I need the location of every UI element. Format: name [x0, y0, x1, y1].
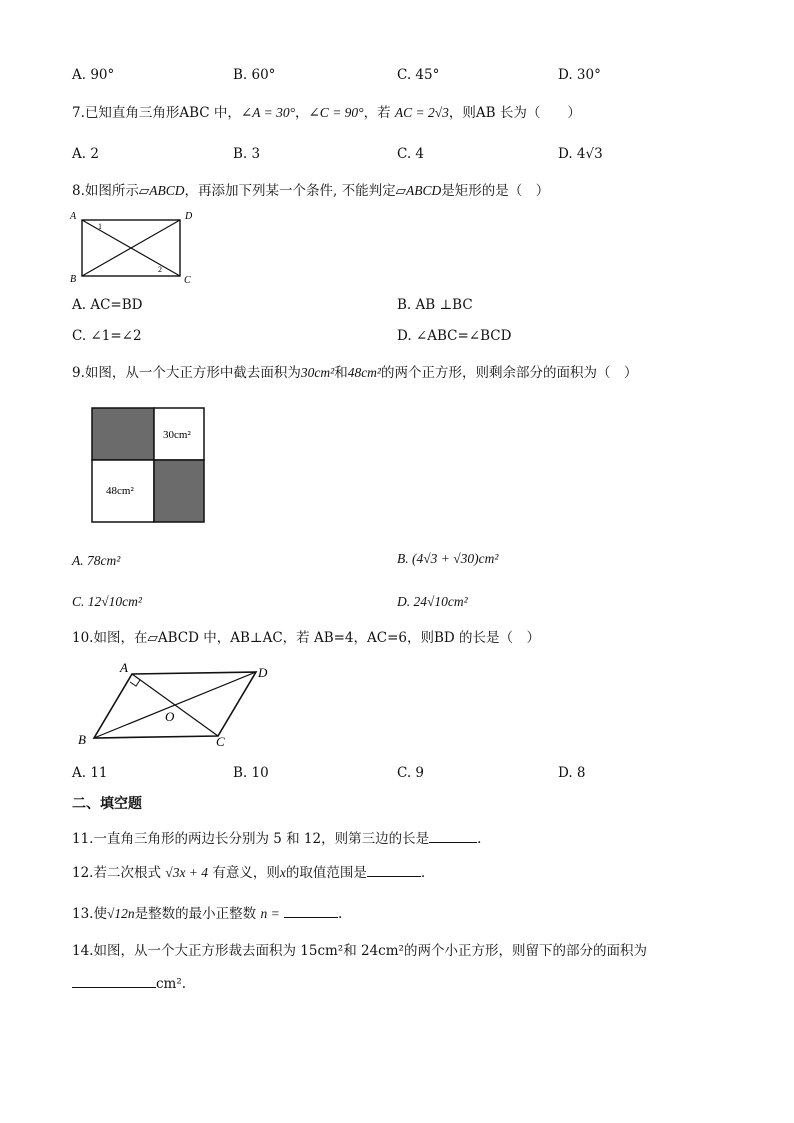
q11-text: 11.一直角三角形的两边长分别为 5 和 12，则第三边的长是 [72, 831, 430, 847]
q8-text-a: 8.如图所示 [72, 183, 139, 199]
q8-option-a: A. AC=BD [72, 297, 143, 313]
q11-stem [72, 830, 481, 847]
q10-label-d: D [258, 665, 268, 680]
q12-var: x [279, 865, 286, 880]
q9-option-d: D. 24√10cm² [397, 594, 468, 609]
q7-sep: ， [295, 105, 309, 121]
q9-option-c: C. 12√10cm² [72, 594, 142, 609]
q9-label-48: 48cm² [106, 485, 134, 497]
q7-text-b: ，若 [363, 105, 391, 121]
q12-stem [72, 864, 425, 881]
q8-label-d: D [185, 211, 193, 222]
section-heading-fill-in: 二、填空题 [72, 796, 142, 812]
q8-text-c: 是矩形的是（ ） [441, 183, 550, 199]
q8-label-c: C [184, 275, 191, 286]
q8-text-b: ，再添加下列某一个条件, 不能判定 [184, 183, 396, 199]
q8-option-c: C. ∠1=∠2 [72, 328, 142, 344]
q11-end: . [477, 831, 482, 847]
q6-option-a: A. 90° [72, 67, 115, 83]
q10-label-c: C [216, 734, 225, 748]
q8-label-a: A [70, 211, 77, 222]
q9-option-a: A. 78cm² [72, 553, 121, 568]
q7-option-b: B. 3 [233, 146, 261, 162]
q7-text-a: 7.已知直角三角形ABC 中， [72, 105, 241, 121]
q10-label-b: B [78, 732, 86, 747]
q12-end: . [420, 865, 426, 881]
q10-label-o: O [165, 709, 175, 724]
q12-text-a: 12.若二次根式 [72, 865, 161, 881]
q10-option-a: A. 11 [72, 765, 108, 781]
q7-text-c: ，则AB 长为（ ） [448, 105, 581, 121]
q10-label-a: A [120, 660, 128, 675]
q13-text-a: 13.使 [72, 906, 107, 922]
q6-option-b: B. 60° [233, 67, 276, 83]
q10-diagonal-bd [94, 672, 256, 738]
q9-area-1: 30cm² [300, 365, 335, 380]
q8-angle-2: 2 [158, 265, 162, 274]
q8-parallelogram: ▱ABCD [138, 183, 185, 198]
q9-shaded-bottom-right [154, 460, 204, 522]
q8-option-d: D. ∠ABC=∠BCD [397, 328, 512, 344]
q7-option-d: D. 4√3 [558, 146, 603, 162]
q14-stem: 14.如图，从一个大正方形裁去面积为 15cm²和 24cm²的两个小正方形，则留下的部分的面积为 [72, 943, 647, 959]
q13-stem [72, 905, 342, 922]
q12-text-b: 有意义，则 [212, 865, 280, 881]
q6-option-d: D. 30° [558, 67, 601, 83]
q12-answer-blank[interactable] [367, 864, 421, 877]
q10-stem: 10.如图，在▱ABCD 中，AB⊥AC，若 AB=4，AC=6，则BD 的长是（ ） [72, 630, 541, 646]
q8-label-b: B [70, 274, 77, 285]
q14-answer-blank[interactable] [72, 975, 156, 988]
q13-text-b: 是整数的最小正整数 [134, 906, 257, 922]
q10-parallelogram-figure [74, 660, 274, 748]
q8-parallelogram-2: ▱ABCD [395, 183, 442, 198]
q8-angle-1: 1 [98, 222, 102, 231]
q7-stem [72, 105, 581, 121]
q9-text-c: 的两个正方形，则剩余部分的面积为（ ） [380, 365, 638, 381]
q7-option-a: A. 2 [72, 146, 99, 162]
q7-ac-expr: AC = 2√3 [394, 105, 449, 120]
q9-shaded-top-left [92, 408, 154, 460]
q10-option-c: C. 9 [397, 765, 425, 781]
q10-option-d: D. 8 [558, 765, 586, 781]
q12-text-c: 的取值范围是 [285, 865, 367, 881]
q9-area-2: 48cm² [347, 365, 381, 380]
q9-square-figure [90, 406, 208, 526]
q8-stem [72, 183, 549, 199]
q10-option-b: B. 10 [233, 765, 269, 781]
q11-answer-blank[interactable] [429, 830, 477, 843]
q9-stem [72, 365, 637, 381]
q14-unit: cm². [156, 976, 187, 992]
q9-label-30: 30cm² [163, 429, 191, 441]
q7-angle-a: ∠A = 30° [240, 105, 295, 120]
q9-option-b: B. (4√3 + √30)cm² [397, 551, 499, 566]
q8-rectangle-figure [66, 208, 198, 286]
q7-angle-c: ∠C = 90° [308, 105, 364, 120]
q13-expr: √12n [106, 906, 135, 921]
q9-text-a: 9.如图，从一个大正方形中截去面积为 [72, 365, 301, 381]
q10-right-angle-mark [130, 680, 140, 686]
q8-option-b: B. AB ⊥BC [397, 297, 473, 313]
q6-option-c: C. 45° [397, 67, 440, 83]
q9-text-b: 和 [334, 365, 348, 381]
q7-option-c: C. 4 [397, 146, 425, 162]
q14-answer-line [72, 975, 186, 992]
q13-var: n = [260, 906, 280, 921]
q13-answer-blank[interactable] [284, 905, 338, 918]
q12-expr: √3x + 4 [165, 865, 209, 880]
q13-end: . [338, 906, 343, 922]
